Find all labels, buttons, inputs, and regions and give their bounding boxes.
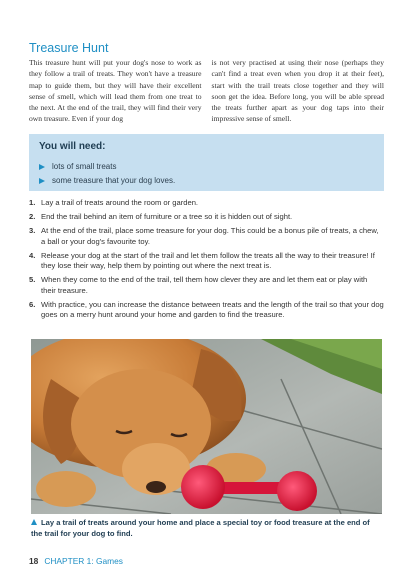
photo-caption xyxy=(31,517,382,539)
step-number: 6. xyxy=(29,299,36,309)
list-item-label: lots of small treats xyxy=(52,162,117,171)
step-text: Release your dog at the start of the trail and let them follow the treats all the way to their treasure! If they lose their way, help them by pointing out where the next treat is. xyxy=(41,250,375,271)
book-page xyxy=(29,0,384,585)
you-will-need-title: You will need: xyxy=(39,141,106,152)
you-will-need-box xyxy=(29,134,384,191)
step-number: 1. xyxy=(29,198,36,207)
page-number: 18 xyxy=(29,556,39,566)
step-item xyxy=(29,300,384,321)
list-item xyxy=(39,174,175,188)
step-item xyxy=(29,226,384,247)
list-item xyxy=(39,160,175,174)
puppy-photo xyxy=(31,339,382,514)
caption-triangle-icon xyxy=(31,519,37,525)
step-text: With practice, you can increase the distance between treats and the length of the trail so that your dog goes on a merry hunt around your home and garden to find the treasure. xyxy=(41,299,384,320)
steps-list xyxy=(29,198,384,325)
puppy-with-toy-photo-icon xyxy=(31,339,382,514)
triangle-bullet-icon xyxy=(39,164,45,170)
step-text: When they come to the end of the trail, tell them how clever they are and let them eat or play with their treasure. xyxy=(41,275,368,295)
you-will-need-list xyxy=(39,160,175,188)
step-number: 4. xyxy=(29,250,36,260)
step-item xyxy=(29,251,384,272)
step-item xyxy=(29,212,384,223)
step-number: 5. xyxy=(29,275,36,285)
step-number: 3. xyxy=(29,226,36,236)
step-number: 2. xyxy=(29,212,36,222)
step-text: At the end of the trail, place some treasure for your dog. This could be a bonus pile of treats, a chew, a ball or your dog's favourite toy. xyxy=(41,226,379,246)
list-item-label: some treasure that your dog loves. xyxy=(52,176,176,185)
step-item xyxy=(29,275,384,296)
intro-text xyxy=(29,57,384,125)
caption-text: Lay a trail of treats around your home and place a special toy or food treasure at the end of the trail for your dog to find. xyxy=(31,518,370,538)
intro-column-1: This treasure hunt will put your dog's nose to work as they follow a trail of treats. They won't have a treasure map to guide them, but they will have their excellent sense of smell, which will lead them from one treat to the next. At the end of the trail, they will find their very own treasure. Even if your dog xyxy=(29,58,202,124)
step-item xyxy=(29,198,384,209)
step-text: Lay a trail of treats around the room or garden. xyxy=(41,198,199,207)
triangle-bullet-icon xyxy=(39,178,45,184)
step-text: End the trail behind an item of furniture or a tree so it is hidden out of sight. xyxy=(41,212,293,222)
section-title: Treasure Hunt xyxy=(29,41,109,55)
chapter-label: CHAPTER 1: Games xyxy=(44,556,123,566)
intro-column-2: is not very practised at using their nose (perhaps they can't find a treat even when you drop it at their feet), start with the trail treats close together and they will soon get the idea. Before long, you will be able spread the treats further apart as your dog taps into their impressive sense of smell. xyxy=(211,58,384,124)
page-footer xyxy=(29,556,123,566)
